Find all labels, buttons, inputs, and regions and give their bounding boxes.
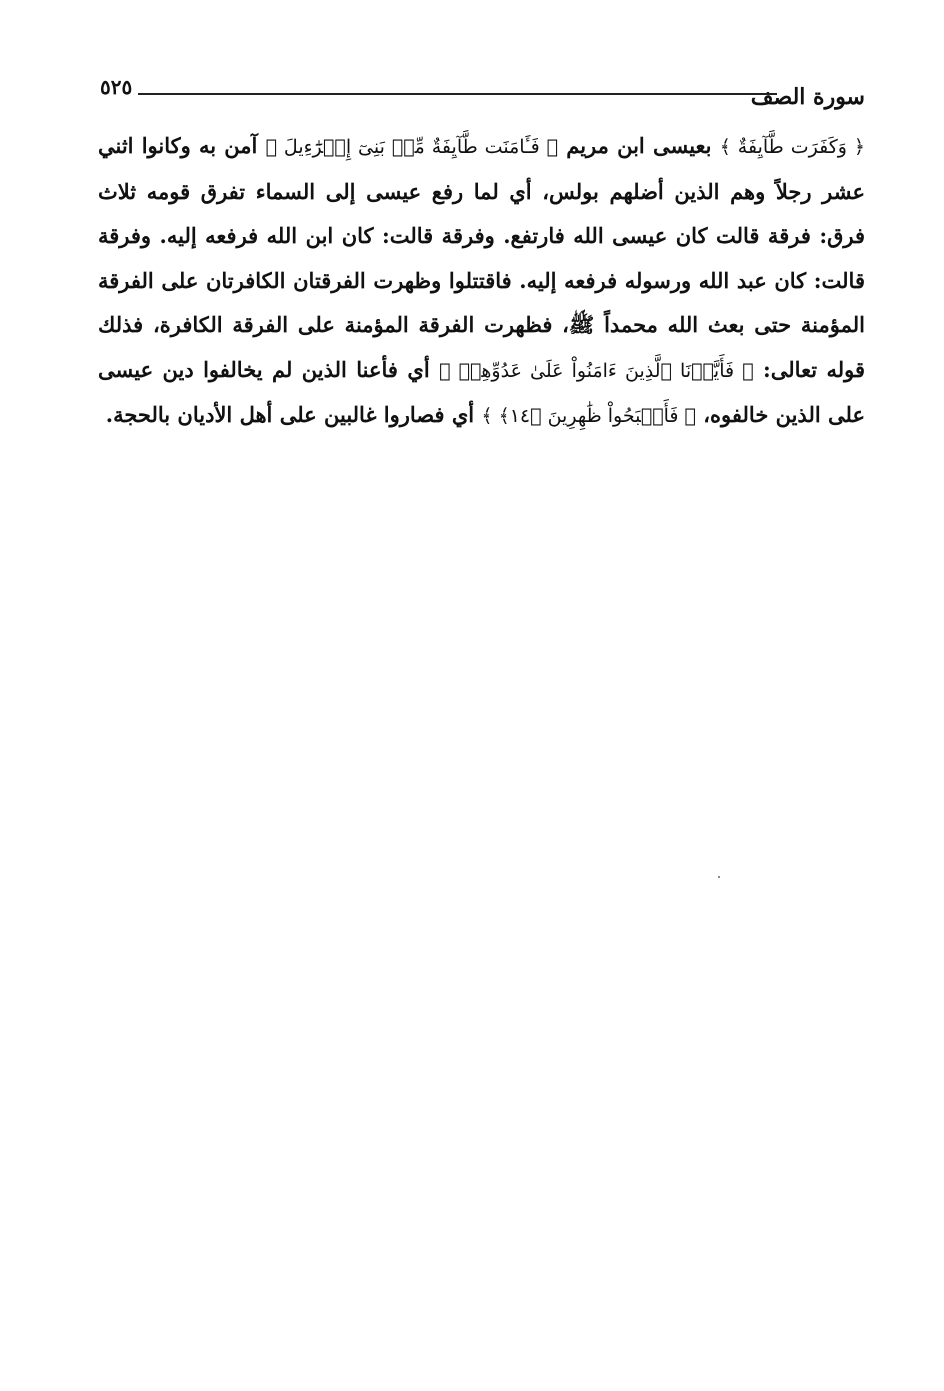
commentary-text: أي فأعنا الذين لم يخالفوا دين عيسى على الذين خالفوه، xyxy=(98,356,865,427)
scan-speck xyxy=(718,876,720,878)
quran-quote: ﴿ فَـَٔامَنَت طَّآيِفَةٌ مِّنۢ بَنِىٓ إِسۡرَٰٓءِيلَ ﴾ xyxy=(265,136,559,158)
commentary-text: أي فصاروا غالبين على أهل الأديان بالحجة. xyxy=(105,402,482,427)
page-number: ٥٢٥ xyxy=(100,75,133,99)
quran-quote: ﴿ وَكَفَرَت طَّآيِفَةٌ ﴾ xyxy=(719,136,866,158)
page-header xyxy=(100,70,865,110)
commentary-text: آمن به وكانوا اثني عشر رجلاً وهم الذين أضلهم بولس، أي لما رفع عيسى إلى السماء تفرق قومه ثلاث فرق: فرقة قالت كان عيسى الله فارتفع. وفرقة قالت: كان ابن الله فرفعه إليه. وفرقة قالت: كان عبد الله ورسوله فرفعه إليه. فاقتتلوا وظهرت الفرقتان الكافرتان على الفرقة المؤمنة حتى بعث الله محمداً ﷺ، فظهرت الفرقة المؤمنة على الفرقة الكافرة، فذلك قوله تعالى: xyxy=(98,133,865,382)
surah-title: سورة الصف xyxy=(750,84,865,110)
body-paragraph xyxy=(98,124,865,439)
quran-quote: ﴿ فَأَيَّدۡنَا ٱلَّذِينَ ءَامَنُواْ عَلَىٰ عَدُوِّهِمۡ ﴾ xyxy=(439,359,754,382)
header-rule xyxy=(138,93,777,95)
quran-quote: ﴿ فَأَصۡبَحُواْ ظَٰهِرِينَ ﴿١٤﴾ ﴾ xyxy=(481,405,696,427)
commentary-text: بعيسى ابن مريم xyxy=(558,133,720,158)
